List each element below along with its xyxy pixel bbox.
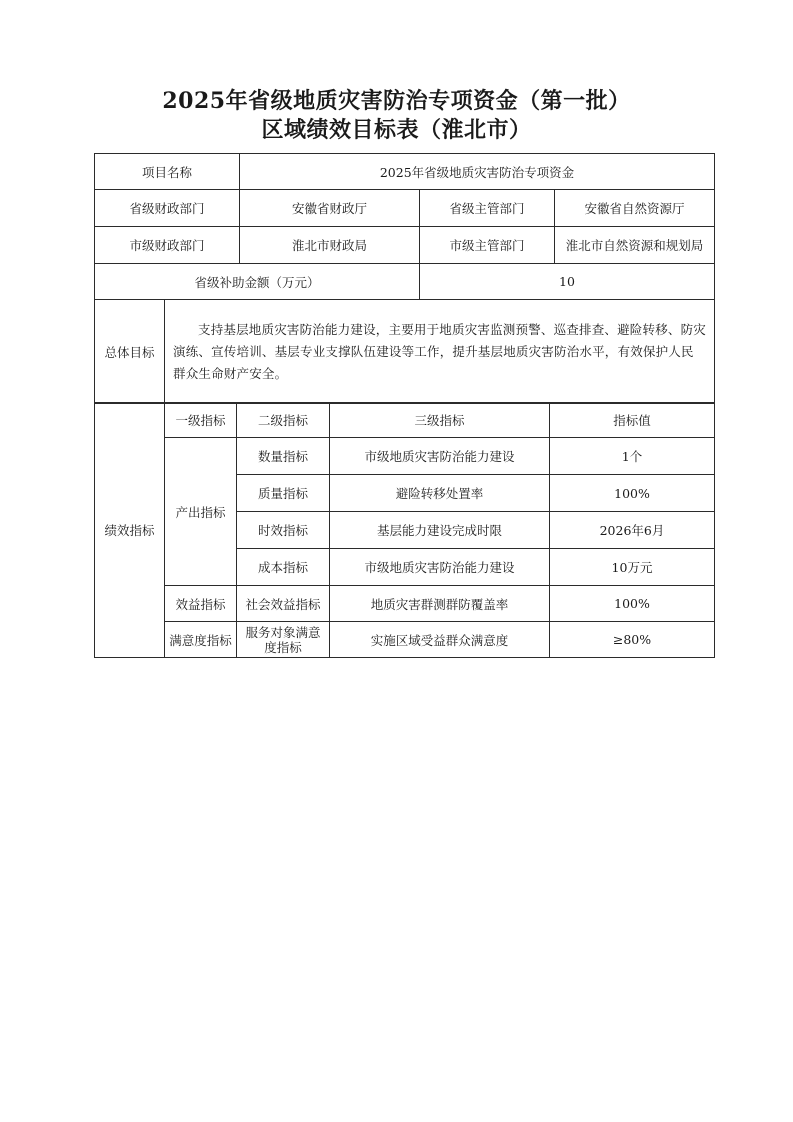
table-row-level2: 服务对象满意度指标	[237, 622, 330, 658]
output-indicator-label: 产出指标	[165, 438, 237, 586]
performance-indicator-table	[94, 402, 715, 658]
table-row-value: 100%	[550, 475, 715, 512]
project-name-label: 项目名称	[95, 154, 240, 190]
table-row-level3: 基层能力建设完成时限	[330, 512, 550, 549]
table-row-level3: 市级地质灾害防治能力建设	[330, 438, 550, 475]
table-row-value: ≥80%	[550, 622, 715, 658]
header-level3: 三级指标	[330, 403, 550, 438]
city-dept-label: 市级主管部门	[420, 227, 555, 264]
perf-section-label: 绩效指标	[95, 403, 165, 658]
table-row-level3: 地质灾害群测群防覆盖率	[330, 586, 550, 622]
header-level2: 二级指标	[237, 403, 330, 438]
header-level1: 一级指标	[165, 403, 237, 438]
table-row-level3: 实施区域受益群众满意度	[330, 622, 550, 658]
satisfaction-indicator-label: 满意度指标	[165, 622, 237, 658]
table-row-value: 2026年6月	[550, 512, 715, 549]
prov-dept-label: 省级主管部门	[420, 190, 555, 227]
table-row-level3: 避险转移处置率	[330, 475, 550, 512]
table-row-level2: 数量指标	[237, 438, 330, 475]
subsidy-value: 10	[420, 264, 715, 300]
document-title-line1: 2025年省级地质灾害防治专项资金（第一批）	[162, 88, 631, 114]
prov-finance-label: 省级财政部门	[95, 190, 240, 227]
table-row-level2: 时效指标	[237, 512, 330, 549]
document-title-line2: 区域绩效目标表（淮北市）	[261, 117, 532, 143]
prov-dept-value: 安徽省自然资源厅	[555, 190, 715, 227]
benefit-indicator-label: 效益指标	[165, 586, 237, 622]
overall-goal-table	[94, 299, 715, 404]
project-name-value: 2025年省级地质灾害防治专项资金	[240, 154, 715, 190]
table-row-value: 1个	[550, 438, 715, 475]
city-dept-value: 淮北市自然资源和规划局	[555, 227, 715, 264]
project-info-table	[94, 153, 715, 300]
table-row-value: 100%	[550, 586, 715, 622]
table-row-level2: 成本指标	[237, 549, 330, 586]
subsidy-label: 省级补助金额（万元）	[95, 264, 420, 300]
table-row-value: 10万元	[550, 549, 715, 586]
prov-finance-value: 安徽省财政厅	[240, 190, 420, 227]
table-row-level2: 质量指标	[237, 475, 330, 512]
table-row-level2: 社会效益指标	[237, 586, 330, 622]
overall-goal-text: 支持基层地质灾害防治能力建设，主要用于地质灾害监测预警、巡查排查、避险转移、防灾演练、宣传培训、基层专业支撑队伍建设等工作，提升基层地质灾害防治水平，有效保护人民群众生命财产安全。	[165, 300, 715, 404]
city-finance-value: 淮北市财政局	[240, 227, 420, 264]
table-row-level3: 市级地质灾害防治能力建设	[330, 549, 550, 586]
header-value: 指标值	[550, 403, 715, 438]
overall-goal-label: 总体目标	[95, 300, 165, 404]
city-finance-label: 市级财政部门	[95, 227, 240, 264]
